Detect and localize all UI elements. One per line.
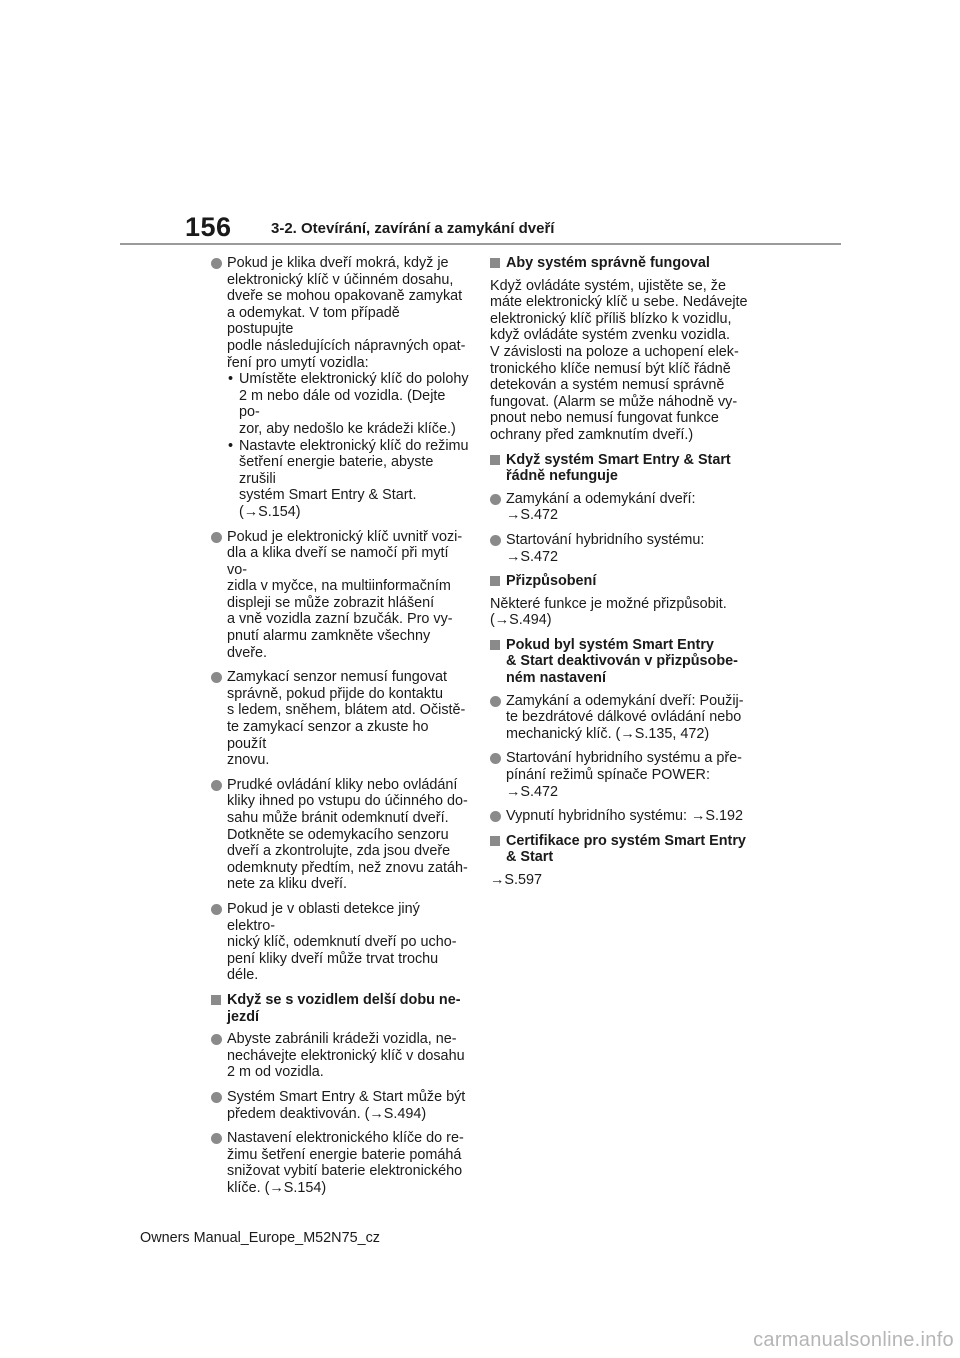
bullet-dot-icon <box>211 1034 222 1045</box>
bullet-dot-icon <box>211 532 222 543</box>
bullet-text: Pokud je klika dveří mokrá, když je elektronický klíč v účinném dosahu, dveře se mohou opakovaně zamykat a odemykat. V tom případě postupujte podle následujících nápravných opat- ření pro umytí vozidla: <box>227 255 466 371</box>
section-heading <box>211 992 469 1025</box>
bullet-dot-icon <box>211 258 222 269</box>
bullet-text: Vypnutí hybridního systému: →S.192 <box>506 808 744 825</box>
bullet-item <box>211 777 469 893</box>
square-bullet-icon <box>490 836 500 846</box>
heading-text: Pokud byl systém Smart Entry & Start deaktivován v přizpůsobe- ném nastavení <box>506 636 738 687</box>
square-bullet-icon <box>211 995 221 1005</box>
section-heading <box>490 637 752 687</box>
section-heading <box>490 573 752 590</box>
left-column <box>211 255 469 1204</box>
bullet-item <box>211 529 469 662</box>
bullet-text: Startování hybridního systému: →S.472 <box>506 531 705 565</box>
bullet-dot-icon <box>490 811 501 822</box>
bullet-item <box>490 750 752 800</box>
bullet-item <box>211 1089 469 1122</box>
bullet-item <box>211 1130 469 1196</box>
sub-bullet-text: Umístěte elektronický klíč do polohy 2 m nebo dále od vozidla. (Dejte po- zor, aby nedošlo ke krádeži klíče.) <box>239 371 469 437</box>
square-bullet-icon <box>490 258 500 268</box>
bullet-text: Prudké ovládání kliky nebo ovládání kliky ihned po vstupu do účinného do- sahu může bránit odemknutí dveří. Dotkněte se odemykacího senzoru dveří a zkontrolujte, zda jsou dveře odemknuty předtím, než znovu zatáh- nete za kliku dveří. <box>227 776 468 893</box>
bullet-dot-icon <box>490 753 501 764</box>
bullet-item <box>211 1031 469 1081</box>
bullet-text: Abyste zabránili krádeži vozidla, ne- nechávejte elektronický klíč v dosahu 2 m od vozidla. <box>227 1031 465 1081</box>
bullet-text: Zamykání a odemykání dveří: Použij- te bezdrátové dálkové ovládání nebo mechanický klíč. (→S.135, 472) <box>506 692 744 742</box>
bullet-dot-icon <box>211 904 222 915</box>
bullet-item <box>211 255 469 521</box>
bullet-dot-icon <box>211 780 222 791</box>
bullet-text: Zamykání a odemykání dveří: →S.472 <box>506 490 696 524</box>
sub-bullet-item <box>227 438 469 521</box>
bullet-item <box>490 491 752 524</box>
sub-bullet-icon: • <box>228 371 234 388</box>
right-column <box>490 255 752 897</box>
heading-text: Certifikace pro systém Smart Entry & Start <box>506 832 746 866</box>
bullet-item <box>490 808 752 825</box>
square-bullet-icon <box>490 455 500 465</box>
bullet-text: Systém Smart Entry & Start může být předem deaktivován. (→S.494) <box>227 1088 466 1122</box>
bullet-item <box>211 901 469 984</box>
bullet-item <box>490 693 752 743</box>
bullet-dot-icon <box>211 1133 222 1144</box>
header-divider <box>120 243 841 245</box>
footer-text: Owners Manual_Europe_M52N75_cz <box>140 1230 380 1246</box>
square-bullet-icon <box>490 576 500 586</box>
bullet-text: Pokud je elektronický klíč uvnitř vozi- dla a klika dveří se namočí při mytí vo- zidla v myčce, na multiinformačním displeji se může zobrazit hlášení a vně vozidla zazní bzučák. Pro vy- pnutí alarmu zamkněte všechny dveře. <box>227 528 463 661</box>
bullet-dot-icon <box>490 494 501 505</box>
paragraph: Některé funkce je možné přizpůsobit. (→S.494) <box>490 595 727 629</box>
heading-text: Když se s vozidlem delší dobu ne- jezdí <box>227 991 461 1025</box>
section-heading <box>490 833 752 866</box>
bullet-text: Nastavení elektronického klíče do re- žimu šetření energie baterie pomáhá snižovat vybití baterie elektronického klíče. (→S.154) <box>227 1130 464 1196</box>
sub-bullet-text: Nastavte elektronický klíč do režimu šetření energie baterie, abyste zrušili systém Smart Entry & Start. (→S.154) <box>239 437 469 520</box>
section-heading <box>490 452 752 485</box>
bullet-text: Pokud je v oblasti detekce jiný elektro- nický klíč, odemknutí dveří po ucho- pení kliky dveří může trvat trochu déle. <box>227 900 457 984</box>
bullet-item <box>211 669 469 769</box>
bullet-item <box>490 532 752 565</box>
section-heading <box>490 255 752 272</box>
paragraph: →S.597 <box>490 872 542 888</box>
watermark: carmanualsonline.info <box>753 1329 954 1351</box>
bullet-dot-icon <box>490 535 501 546</box>
sub-bullet-item <box>227 371 469 437</box>
bullet-dot-icon <box>211 1092 222 1103</box>
bullet-text: Startování hybridního systému a pře- pínání režimů spínače POWER: →S.472 <box>506 750 742 800</box>
square-bullet-icon <box>490 640 500 650</box>
bullet-dot-icon <box>211 672 222 683</box>
sub-bullet-icon: • <box>228 437 234 454</box>
page-number: 156 <box>185 212 232 242</box>
section-title: 3-2. Otevírání, zavírání a zamykání dveří <box>271 220 555 237</box>
bullet-text: Zamykací senzor nemusí fungovat správně, pokud přijde do kontaktu s ledem, sněhem, blátem atd. Očistě- te zamykací senzor a zkuste ho použít znovu. <box>227 669 466 769</box>
heading-text: Přizpůsobení <box>506 573 597 590</box>
heading-text: Aby systém správně fungoval <box>506 255 710 271</box>
bullet-dot-icon <box>490 696 501 707</box>
paragraph: Když ovládáte systém, ujistěte se, že máte elektronický klíč u sebe. Nedávejte elektronický klíč příliš blízko k vozidlu, když ovládáte systém zvenku vozidla. V závislosti na poloze a uchopení elek- tronického klíče nemusí být klíč řádně detekován a systém nemusí správně fungovat. (Alarm se může náhodně vy- pnout nebo nemusí fungovat funkce ochrany před zamknutím dveří.) <box>490 277 748 443</box>
heading-text: Když systém Smart Entry & Start řádně nefunguje <box>506 451 731 485</box>
